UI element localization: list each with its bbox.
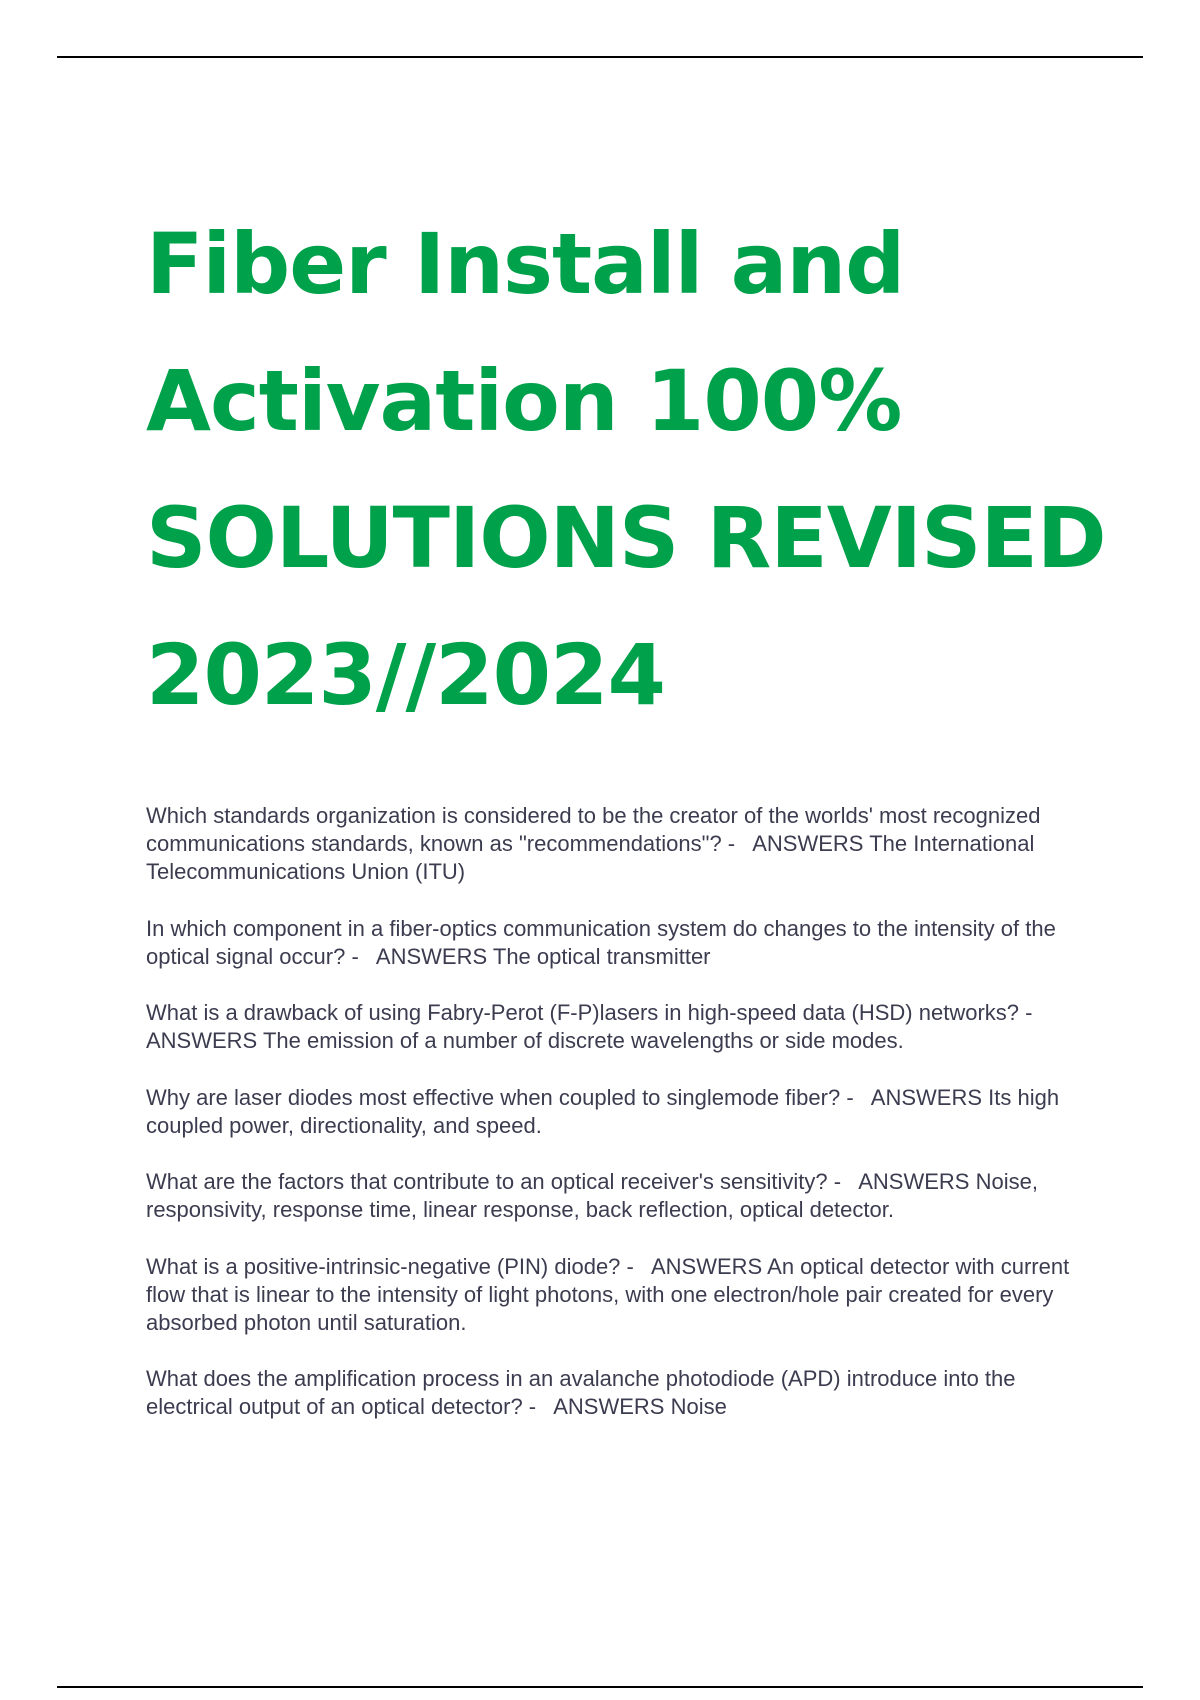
answers-marker: ANSWERS [870,1084,983,1110]
answers-marker: ANSWERS [752,831,864,856]
question-text: What does the amplification process in an avalanche photodiode (APD) introduce into the electrical output of an optical detector? [146,1366,1022,1419]
separator: - [827,1169,859,1194]
title-line-1: Fiber Install and [146,215,905,313]
qa-list [146,802,1096,1450]
qa-item [146,915,1096,971]
separator: - [840,1084,871,1110]
separator: - [721,831,753,856]
answers-marker: ANSWERS [375,943,488,969]
question-text: What is a positive-intrinsic-negative (PIN) diode? [146,1253,621,1279]
question-text: What are the factors that contribute to an optical receiver's sensitivity? [146,1169,828,1194]
qa-item [146,1253,1096,1337]
answer-text: Its high coupled power, directionality, and speed. [146,1084,1066,1138]
qa-item [146,802,1096,886]
answer-text: The International Telecommunications Union (ITU) [146,831,1041,884]
footer-rule [57,1686,1143,1688]
answer-text: An optical detector with current flow that is linear to the intensity of light photons, with one electron/hole pair created for every absorbed photon until saturation. [146,1253,1076,1335]
separator: - [345,943,376,969]
answer-text: Noise [670,1394,727,1419]
answers-marker: ANSWERS [146,1028,258,1053]
answer-text: The emission of a number of discrete wavelengths or side modes. [262,1028,904,1053]
question-text: Why are laser diodes most effective when coupled to singlemode fiber? [146,1084,841,1110]
qa-item [146,1084,1096,1140]
answers-marker: ANSWERS [553,1394,665,1419]
answer-text: The optical transmitter [492,943,711,969]
answers-marker: ANSWERS [650,1253,763,1279]
header-rule [57,56,1143,58]
qa-item [146,1365,1096,1421]
question-text: What is a drawback of using Fabry-Perot (F-P)lasers in high-speed data (HSD) networks? [146,1000,1020,1025]
question-text: In which component in a fiber-optics communication system do changes to the intensity of the optical signal occur? [146,915,1062,969]
separator: - [620,1253,651,1279]
answers-marker: ANSWERS [858,1169,970,1194]
question-text: Which standards organization is considered to be the creator of the worlds' most recognized communications standards, known as "recommendations"? [146,803,1047,856]
separator: - [522,1394,554,1419]
document-title [146,196,1106,744]
qa-item [146,999,1096,1055]
title-line-4: 2023//2024 [146,626,665,724]
separator: - [1019,1000,1050,1025]
title-line-3: SOLUTIONS REVISED [146,489,1106,587]
title-line-2: Activation 100% [146,352,902,450]
qa-item [146,1168,1096,1224]
answer-text: Noise, responsivity, response time, linear response, back reflection, optical detector. [146,1169,1045,1222]
